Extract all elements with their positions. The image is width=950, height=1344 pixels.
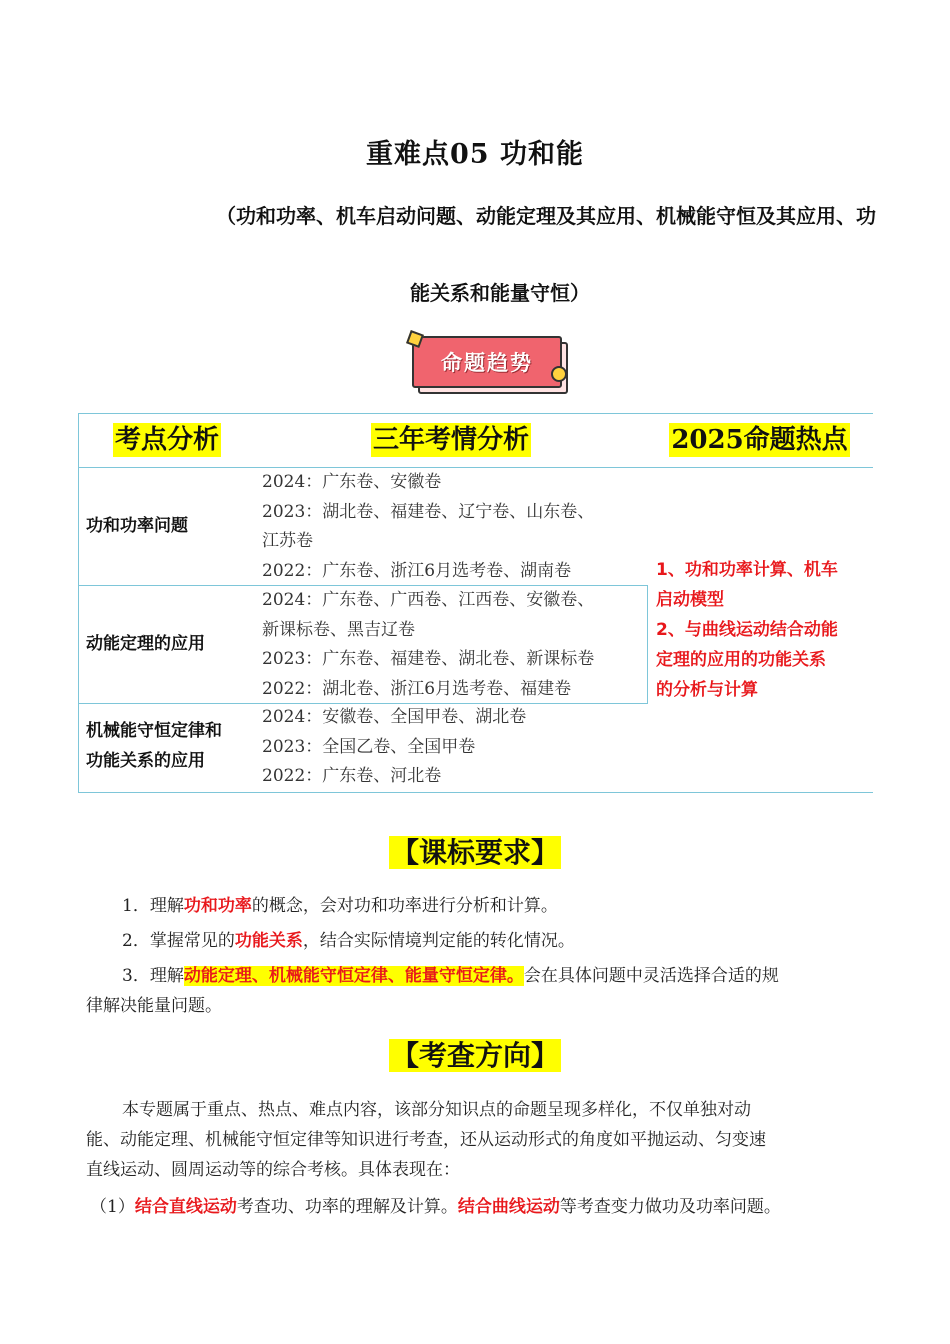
header-analysis: 三年考情分析 <box>372 425 529 455</box>
hotspot-text: 1、功和功率计算、机车 启动模型 2、与曲线运动结合动能 定理的应用的功能关系 的分析与计算 <box>656 560 838 700</box>
topic-mechanical-energy: 机械能守恒定律和 功能关系的应用 <box>86 721 222 771</box>
standard-item-2: 2．掌握常见的功能关系，结合实际情境判定能的转化情况。 <box>122 931 575 951</box>
badge-label: 命题趋势 <box>412 336 562 388</box>
header-topic: 考点分析 <box>114 425 219 455</box>
direction-paragraph: 本专题属于重点、热点、难点内容，该部分知识点的命题呈现多样化，不仅单独对动 能、动能定理、机械能守恒定律等知识进行考查，还从运动形式的角度如平抛运动、匀变速 直线运动、圆周运动等的综合考核。具体表现在： <box>86 1100 766 1180</box>
direction-point-1: （1）结合直线运动考查功、功率的理解及计算。结合曲线运动等考查变力做功及功率问题。 <box>90 1197 781 1217</box>
topic-kinetic-energy: 动能定理的应用 <box>86 634 205 654</box>
page-title: 重难点05 功和能 <box>366 139 584 170</box>
subtitle-line-2: 能关系和能量守恒） <box>410 281 590 305</box>
exam-list: 2024：广东卷、安徽卷 2023：湖北卷、福建卷、辽宁卷、山东卷、 江苏卷 2022：广东卷、浙江6月选考卷、湖南卷 <box>262 472 595 581</box>
trend-badge <box>408 332 568 392</box>
header-hotspot: 2025命题热点 <box>671 425 848 455</box>
badge-decoration-circle <box>551 366 567 382</box>
section-heading-standards: 【课标要求】 <box>390 836 559 869</box>
exam-list: 2024：安徽卷、全国甲卷、湖北卷 2023：全国乙卷、全国甲卷 2022：广东卷、河北卷 <box>262 707 527 786</box>
standard-item-3: 3．理解动能定理、机械能守恒定律、能量守恒定律。会在具体问题中灵活选择合适的规 律解决能量问题。 <box>86 966 779 1016</box>
section-heading-direction: 【考查方向】 <box>390 1039 559 1072</box>
topic-work-power: 功和功率问题 <box>86 516 188 536</box>
exam-list: 2024：广东卷、广西卷、江西卷、安徽卷、 新课标卷、黑吉辽卷 2023：广东卷、福建卷、湖北卷、新课标卷 2022：湖北卷、浙江6月选考卷、福建卷 <box>262 590 595 699</box>
standard-item-1: 1．理解功和功率的概念，会对功和功率进行分析和计算。 <box>122 896 558 916</box>
subtitle-line-1: （功和功率、机车启动问题、动能定理及其应用、机械能守恒及其应用、功 <box>216 204 876 228</box>
trend-table <box>78 413 873 793</box>
